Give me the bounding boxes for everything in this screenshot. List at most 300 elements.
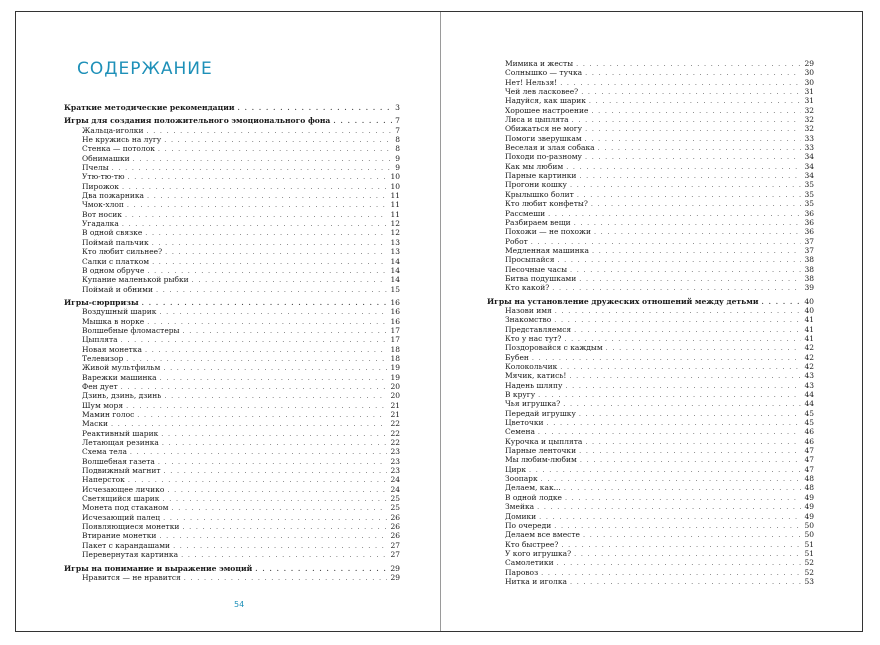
toc-entry-page: 16	[390, 316, 400, 326]
toc-entry-title: Кто любит сильнее?	[82, 247, 163, 257]
toc-entry-title: Обнимашки	[82, 153, 130, 163]
dot-leader	[147, 267, 387, 275]
toc-item[interactable]	[487, 521, 814, 530]
toc-item[interactable]	[64, 135, 400, 144]
toc-entry-title: Наперсток	[82, 475, 125, 485]
toc-entry-title: Появляющиеся монетки	[82, 522, 180, 532]
toc-item[interactable]	[487, 68, 814, 77]
dot-leader	[162, 439, 388, 447]
toc-item[interactable]	[487, 512, 814, 521]
dot-leader	[560, 79, 801, 87]
dot-leader	[152, 239, 388, 247]
toc-entry-page: 48	[804, 474, 814, 484]
dot-leader	[126, 402, 387, 410]
toc-item[interactable]	[64, 219, 400, 228]
toc-item[interactable]	[64, 247, 400, 256]
dot-leader	[183, 327, 388, 335]
toc-entry-page: 13	[390, 237, 400, 247]
toc-entry-title: Чмок-хлоп	[82, 200, 124, 210]
toc-right-column	[487, 59, 814, 586]
dot-leader	[580, 456, 802, 464]
dot-leader	[598, 144, 802, 152]
toc-entry-title: Поймай пальчик	[82, 237, 149, 247]
dot-leader	[762, 298, 802, 306]
dot-leader	[541, 475, 802, 483]
toc-item[interactable]	[64, 382, 400, 391]
dot-leader	[111, 420, 387, 428]
toc-entry-page: 16	[390, 297, 400, 307]
toc-entry-page: 51	[804, 539, 814, 549]
dot-leader	[561, 541, 801, 549]
toc-entry-page: 3	[395, 103, 400, 112]
toc-item[interactable]	[64, 317, 400, 326]
toc-item[interactable]	[64, 345, 400, 354]
toc-item[interactable]	[487, 246, 814, 255]
dot-leader	[570, 266, 801, 274]
toc-entry-title: Бубен	[505, 352, 529, 362]
toc-entry-title: Не кружись на лугу	[82, 135, 162, 145]
toc-section-heading[interactable]	[64, 116, 400, 125]
toc-entry-page: 24	[390, 484, 400, 494]
toc-entry-title: Робот	[505, 236, 528, 246]
dot-leader	[122, 183, 387, 191]
toc-entry-title: Маски	[82, 419, 109, 429]
toc-entry-title: Пакет с карандашами	[82, 540, 171, 550]
toc-item[interactable]	[487, 343, 814, 352]
toc-item[interactable]	[487, 106, 814, 115]
toc-item[interactable]	[487, 437, 814, 446]
toc-entry-title: Исчезающее личико	[82, 484, 165, 494]
dot-leader	[128, 173, 388, 181]
toc-item[interactable]	[487, 390, 814, 399]
toc-item[interactable]	[64, 172, 400, 181]
dot-leader	[581, 88, 801, 96]
toc-item[interactable]	[487, 418, 814, 427]
toc-entry-title: Реактивный шарик	[82, 428, 159, 438]
toc-item[interactable]	[64, 550, 400, 559]
toc-entry-page: 41	[804, 333, 814, 343]
toc-entry-page: 11	[390, 191, 400, 201]
dot-leader	[579, 410, 802, 418]
toc-item[interactable]	[487, 483, 814, 492]
toc-entry-title: Цыплята	[82, 335, 118, 345]
toc-entry-page: 34	[804, 152, 814, 162]
toc-item[interactable]	[64, 373, 400, 382]
toc-section-heading[interactable]	[64, 103, 400, 112]
toc-item[interactable]	[487, 78, 814, 87]
dot-leader	[591, 107, 801, 115]
toc-entry-title: В одной связке	[82, 228, 143, 238]
toc-entry-page: 36	[804, 208, 814, 218]
dot-leader	[181, 551, 387, 559]
toc-item[interactable]	[64, 457, 400, 466]
toc-entry-title: Надень шляпу	[505, 380, 563, 390]
dot-leader	[121, 336, 388, 344]
toc-left-column	[64, 103, 400, 582]
toc-entry-page: 36	[804, 227, 814, 237]
dot-leader	[537, 503, 801, 511]
toc-item[interactable]	[487, 409, 814, 418]
dot-leader	[255, 565, 387, 573]
toc-entry-title: Шум моря	[82, 400, 124, 410]
toc-entry-page: 38	[804, 273, 814, 283]
toc-item[interactable]	[64, 541, 400, 550]
toc-entry-title: Похожи — не похожи	[505, 227, 591, 237]
toc-entry-page: 50	[804, 520, 814, 530]
toc-entry-page: 47	[804, 464, 814, 474]
toc-entry-page: 53	[804, 576, 814, 586]
toc-entry-title: Кто любит конфеты?	[505, 199, 588, 209]
toc-item[interactable]	[487, 199, 814, 208]
toc-entry-page: 17	[390, 325, 400, 335]
toc-item[interactable]	[64, 238, 400, 247]
dot-leader	[184, 574, 388, 582]
toc-item[interactable]	[487, 124, 814, 133]
toc-item[interactable]	[64, 210, 400, 219]
dot-leader	[152, 258, 387, 266]
toc-entry-title: Новая монетка	[82, 344, 142, 354]
toc-item[interactable]	[487, 446, 814, 455]
toc-entry-title: Воздушный шарик	[82, 307, 157, 317]
toc-item[interactable]	[487, 115, 814, 124]
dot-leader	[585, 135, 802, 143]
dot-leader	[564, 484, 802, 492]
dot-leader	[576, 60, 801, 68]
toc-item[interactable]	[64, 429, 400, 438]
toc-entry-page: 9	[395, 153, 400, 163]
toc-entry-page: 43	[804, 371, 814, 381]
toc-entry-page: 29	[804, 59, 814, 68]
toc-item[interactable]	[487, 362, 814, 371]
toc-item[interactable]	[487, 283, 814, 292]
dot-leader	[554, 316, 801, 324]
dot-leader	[182, 523, 387, 531]
toc-entry-page: 20	[390, 391, 400, 401]
toc-entry-title: Семена	[505, 427, 535, 437]
toc-entry-title: Походи по-разному	[505, 152, 582, 162]
toc-entry-title: Назови имя	[505, 305, 552, 315]
toc-item[interactable]	[487, 334, 814, 343]
toc-entry-page: 39	[804, 283, 814, 293]
toc-item[interactable]	[487, 152, 814, 161]
page-title: СОДЕРЖАНИЕ	[77, 59, 213, 79]
toc-entry-title: Песочные часы	[505, 264, 568, 274]
toc-item[interactable]	[487, 171, 814, 180]
dot-leader	[147, 318, 387, 326]
dot-leader	[237, 104, 392, 112]
dot-leader	[579, 275, 801, 283]
toc-entry-title: Разбираем вещи	[505, 217, 571, 227]
gutter-line	[440, 12, 441, 631]
toc-item[interactable]	[487, 315, 814, 324]
toc-entry-page: 29	[390, 563, 400, 573]
toc-item[interactable]	[487, 227, 814, 236]
toc-item[interactable]	[64, 485, 400, 494]
dot-leader	[574, 219, 802, 227]
toc-item[interactable]	[64, 191, 400, 200]
toc-entry-title: Игры-сюрпризы	[64, 297, 139, 307]
toc-item[interactable]	[487, 455, 814, 464]
toc-entry-page: 25	[390, 494, 400, 504]
toc-section-heading[interactable]	[487, 297, 814, 306]
toc-entry-title: Передай игрушку	[505, 408, 576, 418]
toc-entry-title: Прогони кошку	[505, 180, 567, 190]
toc-entry-title: В кругу	[505, 390, 536, 400]
toc-entry-title: Монета под стаканом	[82, 503, 169, 513]
toc-item[interactable]	[487, 568, 814, 577]
toc-item[interactable]	[487, 96, 814, 105]
dot-leader	[130, 448, 388, 456]
dot-leader	[565, 382, 801, 390]
toc-item[interactable]	[487, 87, 814, 96]
toc-entry-title: Мимика и жесты	[505, 59, 574, 68]
toc-item[interactable]	[64, 354, 400, 363]
toc-item[interactable]	[64, 573, 400, 582]
toc-item[interactable]	[487, 143, 814, 152]
toc-item[interactable]	[487, 540, 814, 549]
dot-leader	[564, 335, 801, 343]
dot-leader	[142, 299, 388, 307]
toc-entry-page: 14	[390, 275, 400, 285]
toc-item[interactable]	[487, 558, 814, 567]
dot-leader	[159, 308, 387, 316]
toc-item[interactable]	[487, 265, 814, 274]
toc-entry-page: 47	[804, 455, 814, 465]
dot-leader	[538, 391, 801, 399]
toc-entry-page: 38	[804, 255, 814, 265]
toc-entry-title: Нравится — не нравится	[82, 572, 181, 582]
toc-entry-page: 33	[804, 133, 814, 143]
toc-item[interactable]	[64, 200, 400, 209]
dot-leader	[570, 181, 801, 189]
toc-item[interactable]	[64, 513, 400, 522]
toc-item[interactable]	[64, 466, 400, 475]
toc-entry-title: Делаем все вместе	[505, 530, 580, 540]
dot-leader	[146, 127, 392, 135]
toc-entry-page: 26	[390, 512, 400, 522]
dot-leader	[163, 364, 387, 372]
toc-entry-page: 35	[804, 180, 814, 190]
toc-item[interactable]	[487, 274, 814, 283]
toc-entry-page: 40	[804, 296, 814, 306]
toc-entry-page: 42	[804, 362, 814, 371]
toc-entry-page: 23	[390, 466, 400, 476]
toc-entry-title: Представляемся	[505, 324, 572, 334]
toc-entry-page: 49	[804, 492, 814, 502]
toc-section-heading[interactable]	[64, 298, 400, 307]
toc-item[interactable]	[64, 363, 400, 372]
toc-entry-title: Паровоз	[505, 567, 539, 577]
toc-item[interactable]	[64, 522, 400, 531]
toc-item[interactable]	[487, 502, 814, 511]
toc-item[interactable]	[64, 410, 400, 419]
toc-item[interactable]	[487, 180, 814, 189]
toc-entry-page: 11	[390, 200, 400, 210]
toc-item[interactable]	[64, 438, 400, 447]
dot-leader	[574, 326, 801, 334]
toc-item[interactable]	[64, 275, 400, 284]
toc-entry-title: Лиса и цыплята	[505, 115, 569, 125]
toc-entry-page: 32	[804, 124, 814, 134]
toc-item[interactable]	[487, 325, 814, 334]
dot-leader	[163, 514, 387, 522]
toc-entry-title: Домики	[505, 511, 537, 521]
toc-item[interactable]	[64, 447, 400, 456]
toc-item[interactable]	[487, 255, 814, 264]
toc-entry-page: 46	[804, 427, 814, 437]
dot-leader	[192, 276, 388, 284]
toc-item[interactable]	[487, 237, 814, 246]
toc-item[interactable]	[64, 494, 400, 503]
toc-item[interactable]	[64, 182, 400, 191]
dot-leader	[133, 155, 393, 163]
toc-item[interactable]	[487, 218, 814, 227]
toc-entry-title: Мы любим-любим	[505, 455, 577, 465]
toc-item[interactable]	[64, 503, 400, 512]
toc-item[interactable]	[487, 306, 814, 315]
dot-leader	[122, 220, 388, 228]
toc-item[interactable]	[64, 335, 400, 344]
toc-entry-page: 10	[390, 172, 400, 182]
toc-entry-page: 31	[804, 96, 814, 106]
toc-item[interactable]	[64, 266, 400, 275]
toc-entry-title: В одной лодке	[505, 492, 562, 502]
dot-leader	[574, 550, 801, 558]
dot-leader	[158, 458, 388, 466]
toc-entry-page: 12	[390, 219, 400, 229]
toc-entry-page: 43	[804, 380, 814, 390]
toc-item[interactable]	[487, 530, 814, 539]
toc-entry-page: 19	[390, 372, 400, 382]
toc-entry-title: Нитка и иголка	[505, 576, 567, 586]
toc-item[interactable]	[487, 427, 814, 436]
toc-item[interactable]	[487, 465, 814, 474]
dot-leader	[569, 372, 801, 380]
dot-leader	[547, 419, 802, 427]
toc-entry-page: 51	[804, 548, 814, 558]
toc-entry-page: 34	[804, 161, 814, 171]
toc-item[interactable]	[487, 371, 814, 380]
toc-entry-page: 7	[395, 116, 400, 126]
dot-leader	[560, 363, 801, 371]
toc-entry-page: 52	[804, 558, 814, 568]
toc-entry-page: 35	[804, 199, 814, 209]
toc-item[interactable]	[487, 381, 814, 390]
toc-entry-title: У кого игрушка?	[505, 548, 572, 558]
toc-item[interactable]	[487, 134, 814, 143]
toc-item[interactable]	[64, 163, 400, 172]
toc-entry-page: 34	[804, 171, 814, 181]
toc-item[interactable]	[64, 531, 400, 540]
toc-item[interactable]	[64, 285, 400, 294]
toc-entry-title: Рассмеши	[505, 208, 546, 218]
toc-entry-page: 14	[390, 265, 400, 275]
dot-leader	[156, 286, 387, 294]
toc-item[interactable]	[487, 577, 814, 586]
dot-leader	[164, 392, 387, 400]
toc-item[interactable]	[64, 126, 400, 135]
toc-entry-title: Кто быстрее?	[505, 539, 559, 549]
page-number: 54	[234, 600, 245, 609]
toc-item[interactable]	[64, 154, 400, 163]
toc-entry-title: Помоги зверушкам	[505, 133, 582, 143]
toc-item[interactable]	[487, 474, 814, 483]
book-spread	[15, 11, 863, 632]
toc-entry-title: Мячик, катись!	[505, 371, 567, 381]
toc-entry-title: Игры для создания положительного эмоционального фона	[64, 116, 331, 126]
toc-item[interactable]	[487, 493, 814, 502]
toc-entry-page: 36	[804, 217, 814, 227]
toc-item[interactable]	[487, 162, 814, 171]
toc-entry-title: Нет! Нельзя!	[505, 77, 558, 87]
toc-entry-title: Хорошее настроение	[505, 105, 589, 115]
toc-entry-title: Игры на понимание и выражение эмоций	[64, 563, 253, 573]
dot-leader	[585, 438, 801, 446]
dot-leader	[541, 569, 801, 577]
toc-entry-title: Жальца-иголки	[82, 125, 144, 135]
toc-entry-title: Краткие методические рекомендации	[64, 103, 235, 112]
toc-item[interactable]	[64, 419, 400, 428]
dot-leader	[171, 504, 387, 512]
toc-entry-title: Живой мультфильм	[82, 363, 161, 373]
toc-entry-title: Салки с платком	[82, 256, 150, 266]
toc-entry-page: 30	[804, 68, 814, 78]
toc-entry-page: 8	[395, 135, 400, 145]
dot-leader	[570, 578, 801, 586]
toc-entry-title: Пирожок	[82, 181, 119, 191]
toc-item[interactable]	[487, 209, 814, 218]
toc-entry-title: Битва подушками	[505, 273, 577, 283]
toc-entry-page: 22	[390, 419, 400, 429]
dot-leader	[145, 229, 387, 237]
toc-item[interactable]	[487, 353, 814, 362]
toc-entry-title: Варежки машинка	[82, 372, 157, 382]
toc-item[interactable]	[64, 257, 400, 266]
toc-entry-title: Змейка	[505, 502, 535, 512]
toc-entry-title: Стенка — потолок	[82, 144, 155, 154]
toc-item[interactable]	[64, 401, 400, 410]
toc-entry-title: Утю-тю-тю	[82, 172, 125, 182]
toc-item[interactable]	[64, 307, 400, 316]
toc-entry-title: Кто у нас тут?	[505, 333, 562, 343]
toc-item[interactable]	[487, 190, 814, 199]
toc-entry-title: Угадалка	[82, 219, 119, 229]
dot-leader	[555, 307, 802, 315]
toc-entry-title: Чей лев ласковее?	[505, 87, 579, 97]
dot-leader	[125, 211, 387, 219]
toc-item[interactable]	[487, 399, 814, 408]
toc-item[interactable]	[487, 549, 814, 558]
dot-leader	[164, 467, 388, 475]
dot-leader	[585, 153, 801, 161]
toc-item[interactable]	[64, 144, 400, 153]
toc-item[interactable]	[64, 326, 400, 335]
toc-entry-page: 32	[804, 115, 814, 125]
toc-entry-title: Перевернутая картинка	[82, 550, 179, 560]
toc-item[interactable]	[64, 228, 400, 237]
toc-entry-title: Просыпайся	[505, 255, 555, 265]
toc-entry-page: 38	[804, 264, 814, 274]
dot-leader	[591, 200, 802, 208]
toc-entry-page: 25	[390, 503, 400, 513]
toc-entry-title: Веселая и злая собака	[505, 143, 595, 153]
dot-leader	[167, 486, 387, 494]
toc-item[interactable]	[487, 59, 814, 68]
toc-entry-page: 44	[804, 390, 814, 400]
toc-item[interactable]	[64, 391, 400, 400]
toc-item[interactable]	[64, 475, 400, 484]
toc-section-heading[interactable]	[64, 564, 400, 573]
